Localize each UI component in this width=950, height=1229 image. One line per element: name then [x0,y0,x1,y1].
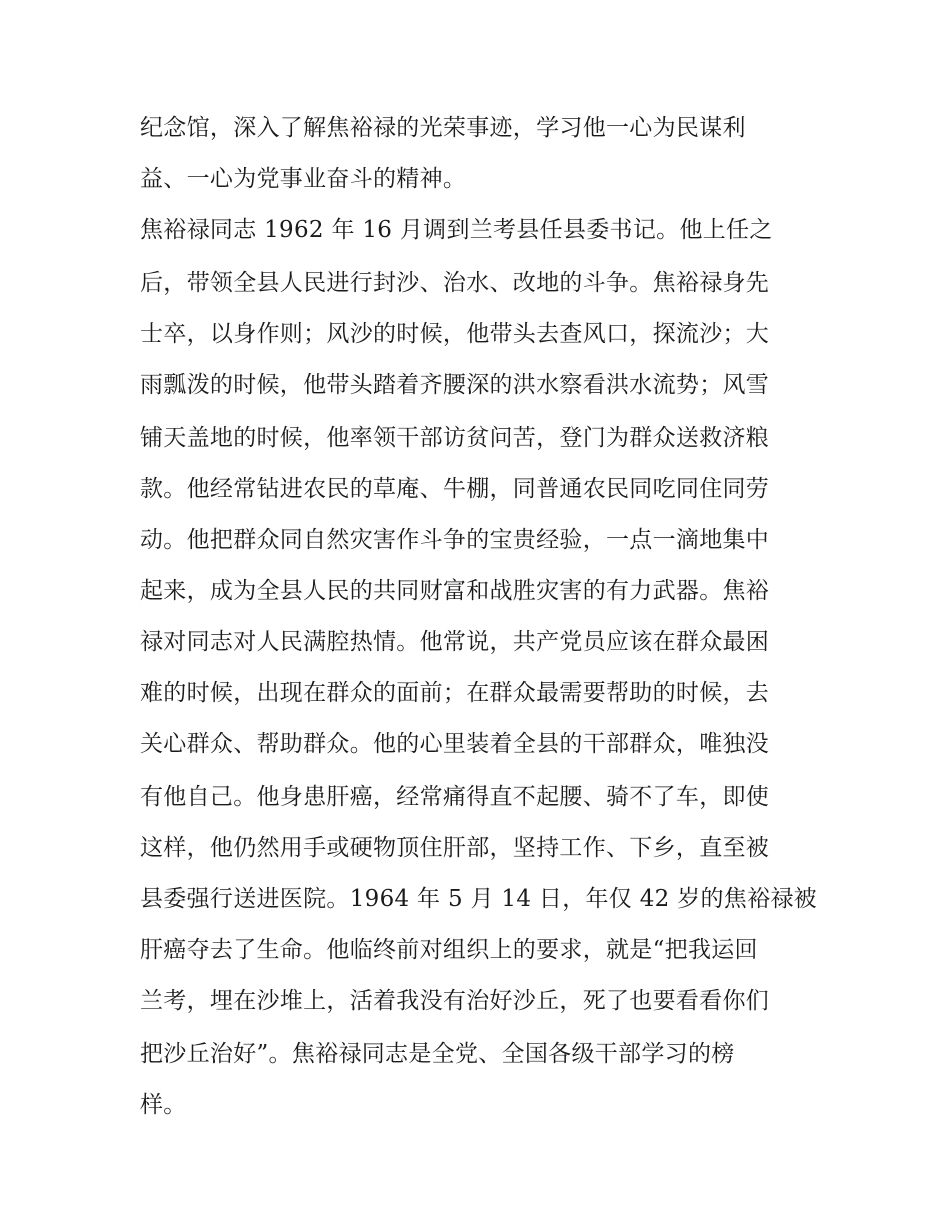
text-line: 有他自己。他身患肝癌，经常痛得直不起腰、骑不了车，即使 [140,784,770,810]
text-line: 难的时候，出现在群众的面前；在群众最需要帮助的时候，去 [140,680,770,706]
text-line: 县委强行送进医院。1964 年 5 月 14 日，年仅 42 岁的焦裕禄被 [140,886,817,912]
text-line: 焦裕禄同志 1962 年 16 月调到兰考县任县委书记。他上任之 [140,217,773,243]
text-line: 样。 [140,1092,187,1118]
text-line: 士卒，以身作则；风沙的时候，他带头去查风口，探流沙；大 [140,321,770,347]
text-line: 兰考，埋在沙堆上，活着我没有治好沙丘，死了也要看看你们 [140,988,770,1014]
text-line: 动。他把群众同自然灾害作斗争的宝贵经验，一点一滴地集中 [140,527,770,553]
text-line: 款。他经常钻进农民的草庵、牛棚，同普通农民同吃同住同劳 [140,476,770,502]
text-line: 起来，成为全县人民的共同财富和战胜灾害的有力武器。焦裕 [140,578,770,604]
text-line: 后，带领全县人民进行封沙、治水、改地的斗争。焦裕禄身先 [140,270,770,296]
text-line: 纪念馆，深入了解焦裕禄的光荣事迹，学习他一心为民谋利 [140,115,746,141]
text-line: 肝癌夺去了生命。他临终前对组织上的要求，就是“把我运回 [140,937,758,963]
text-line: 益、一心为党事业奋斗的精神。 [140,166,467,192]
text-line: 把沙丘治好”。焦裕禄同志是全党、全国各级干部学习的榜 [140,1041,735,1067]
text-line: 禄对同志对人民满腔热情。他常说，共产党员应该在群众最困 [140,629,770,655]
text-line: 关心群众、帮助群众。他的心里装着全县的干部群众，唯独没 [140,731,770,757]
text-line: 铺天盖地的时候，他率领干部访贫问苦，登门为群众送救济粮 [140,425,770,451]
text-line: 这样，他仍然用手或硬物顶住肝部，坚持工作、下乡，直至被 [140,835,770,861]
text-line: 雨瓢泼的时候，他带头踏着齐腰深的洪水察看洪水流势；风雪 [140,372,770,398]
